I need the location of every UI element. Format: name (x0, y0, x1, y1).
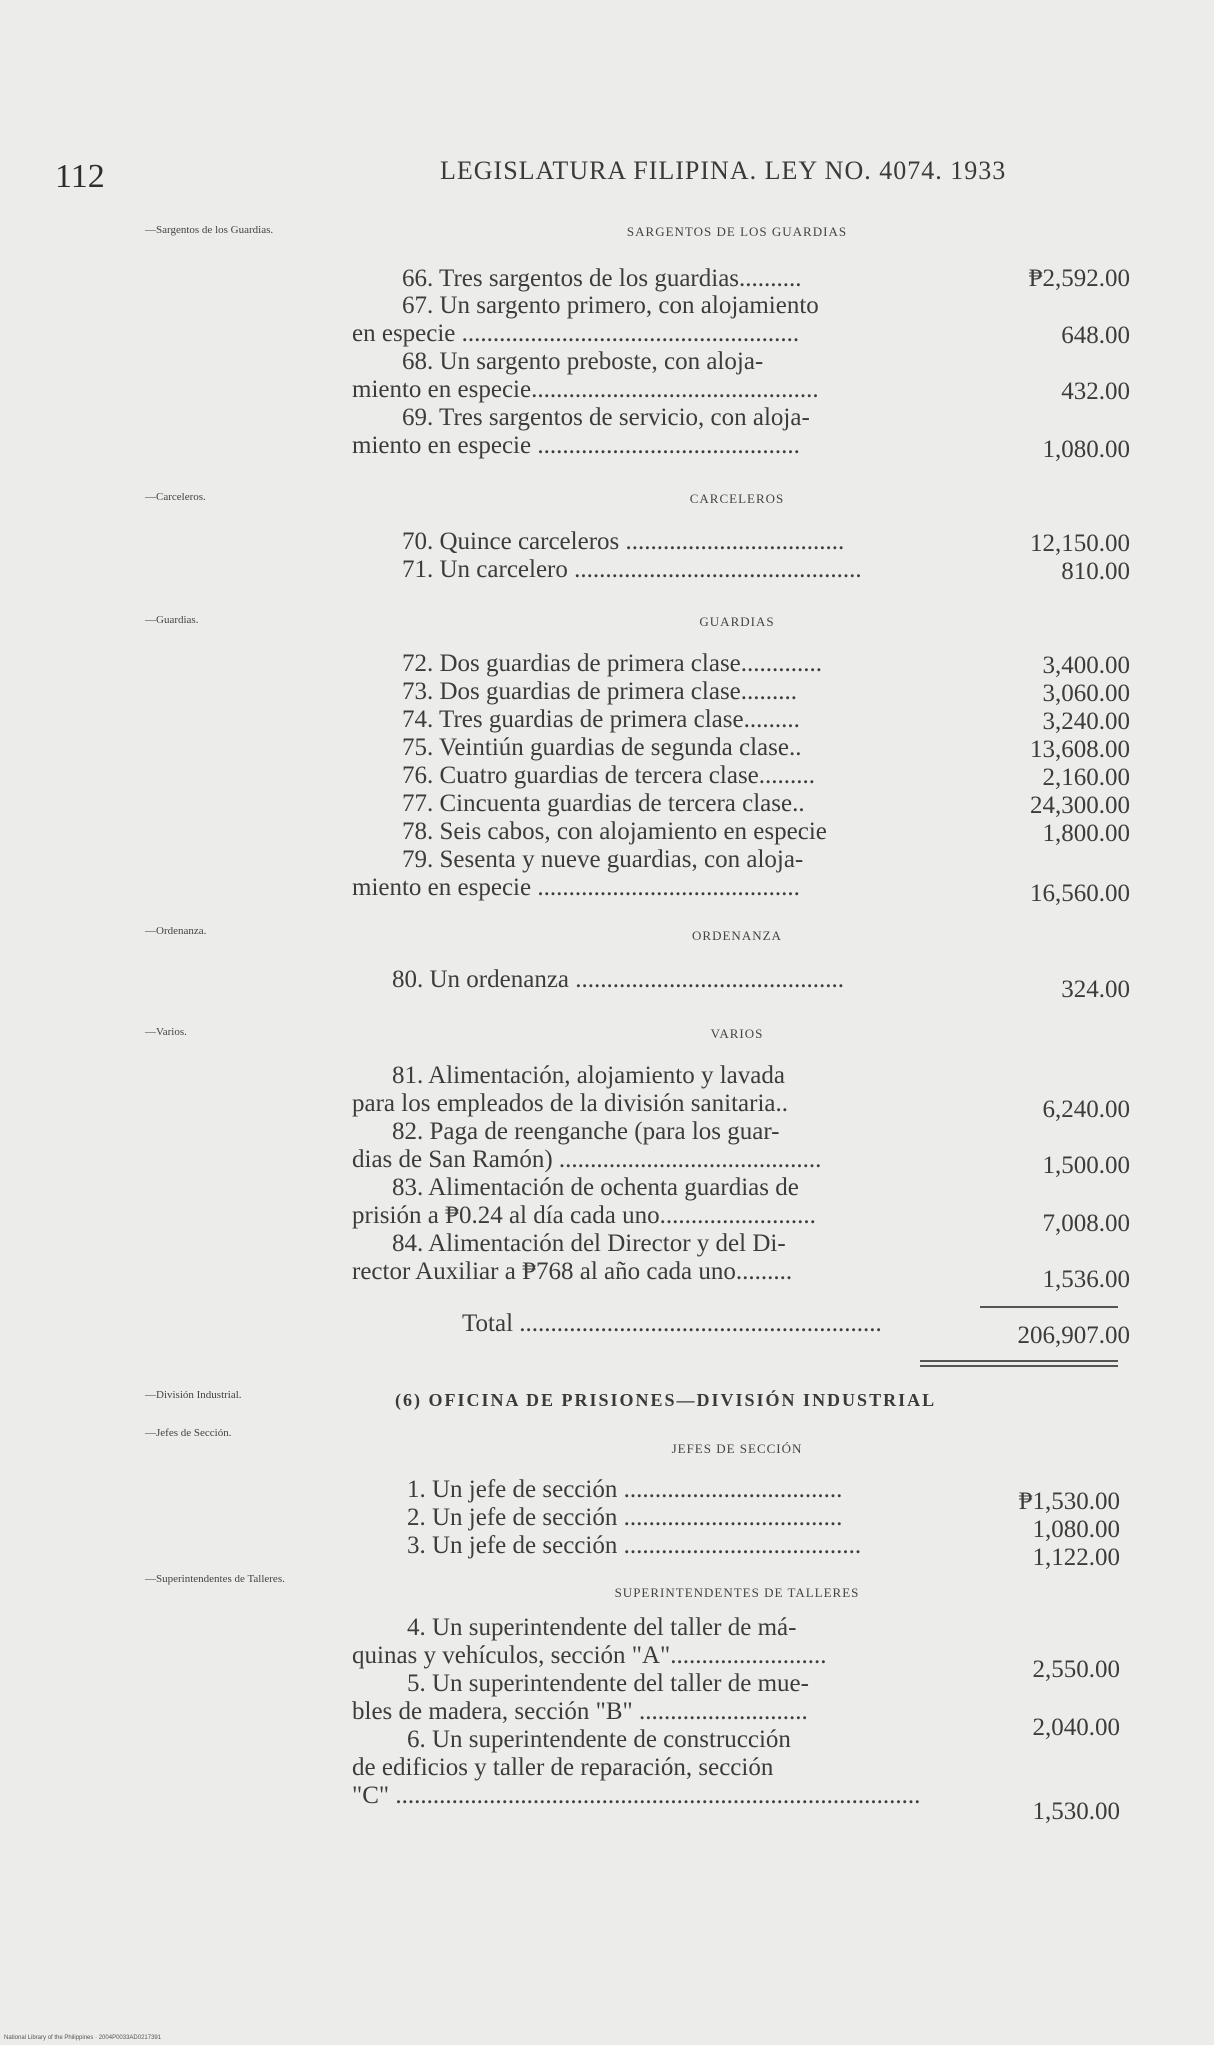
margin-note-ordenanza: —Ordenanza. (145, 925, 207, 937)
line-item-66: 66. Tres sargentos de los guardias.......... (402, 265, 802, 292)
amount-74: 3,240.00 (1042, 708, 1130, 735)
amount-80: 324.00 (1061, 976, 1130, 1003)
amount-79: 16,560.00 (1030, 880, 1130, 907)
line-item-81a: 81. Alimentación, alojamiento y lavada (392, 1062, 785, 1089)
scan-footer: National Library of the Philippines · 2004P0033AD0217391 (4, 2035, 162, 2041)
amount-total: 206,907.00 (1017, 1322, 1130, 1349)
line-item-82a: 82. Paga de reenganche (para los guar- (392, 1118, 780, 1145)
line-item-74: 74. Tres guardias de primera clase......... (402, 706, 800, 733)
line-item-s4a: 4. Un superintendente del taller de má- (407, 1614, 797, 1641)
line-item-s4b: quinas y vehículos, sección "A"......................... (352, 1642, 827, 1669)
line-item-80: 80. Un ordenanza ........................................... (392, 966, 845, 993)
line-item-s6a: 6. Un superintendente de construcción (407, 1726, 791, 1753)
amount-s4: 2,550.00 (1032, 1656, 1120, 1683)
amount-68: 432.00 (1061, 378, 1130, 405)
line-item-79b: miento en especie .......................................... (352, 874, 800, 901)
amount-83: 7,008.00 (1042, 1210, 1130, 1237)
running-header: LEGISLATURA FILIPINA. LEY NO. 4074. 1933 (440, 156, 1007, 185)
line-item-j1: 1. Un jefe de sección ................................... (407, 1476, 843, 1503)
line-item-69b: miento en especie .......................................... (352, 432, 800, 459)
amount-77: 24,300.00 (1030, 792, 1130, 819)
line-item-69a: 69. Tres sargentos de servicio, con aloja- (402, 404, 810, 431)
amount-j2: 1,080.00 (1032, 1516, 1120, 1543)
line-item-83b: prisión a ₱0.24 al día cada uno......................... (352, 1202, 816, 1229)
section-title-varios: VARIOS (710, 1026, 764, 1041)
line-item-67a: 67. Un sargento primero, con alojamiento (402, 292, 819, 319)
line-item-84b: rector Auxiliar a ₱768 al año cada uno......... (352, 1258, 793, 1285)
line-item-68a: 68. Un sargento preboste, con aloja- (402, 348, 764, 375)
line-item-s5b: bles de madera, sección "B" ........................... (352, 1698, 808, 1725)
section-title-ordenanza: ORDENANZA (692, 928, 782, 943)
amount-76: 2,160.00 (1042, 764, 1130, 791)
double-rule-top (920, 1360, 1118, 1362)
line-item-73: 73. Dos guardias de primera clase......... (402, 678, 798, 705)
amount-82: 1,500.00 (1042, 1152, 1130, 1179)
line-item-78: 78. Seis cabos, con alojamiento en especie (402, 818, 827, 845)
line-item-j2: 2. Un jefe de sección ................................... (407, 1504, 843, 1531)
amount-67: 648.00 (1061, 322, 1130, 349)
line-item-s5a: 5. Un superintendente del taller de mue- (407, 1670, 809, 1697)
line-item-76: 76. Cuatro guardias de tercera clase......... (402, 762, 816, 789)
margin-note-guardias: —Guardias. (145, 614, 199, 626)
margin-note-sargentos: —Sargentos de los Guardias. (145, 224, 274, 236)
amount-66: ₱2,592.00 (1028, 265, 1130, 292)
line-item-79a: 79. Sesenta y nueve guardias, con aloja- (402, 846, 804, 873)
margin-note-division-industrial: —División Industrial. (145, 1389, 242, 1401)
amount-72: 3,400.00 (1042, 652, 1130, 679)
amount-70: 12,150.00 (1030, 530, 1130, 557)
amount-j1: ₱1,530.00 (1018, 1488, 1120, 1515)
double-rule-bottom (920, 1365, 1118, 1367)
section-title-superintendentes: SUPERINTENDENTES DE TALLERES (614, 1585, 860, 1600)
line-item-81b: para los empleados de la división sanitaria.. (352, 1090, 788, 1117)
line-item-70: 70. Quince carceleros ................................... (402, 528, 845, 555)
section-title-sargentos: SARGENTOS DE LOS GUARDIAS (626, 224, 848, 239)
amount-69: 1,080.00 (1042, 436, 1130, 463)
line-item-s6c: "C" .................................................................................... (352, 1782, 921, 1809)
section-title-jefes: JEFES DE SECCIÓN (671, 1441, 803, 1456)
page-number: 112 (55, 158, 105, 195)
margin-note-varios: —Varios. (145, 1026, 187, 1038)
line-item-82b: dias de San Ramón) .......................................... (352, 1146, 822, 1173)
division-title: (6) OFICINA DE PRISIONES—DIVISIÓN INDUSTRIAL (395, 1390, 937, 1410)
margin-note-jefes: —Jefes de Sección. (145, 1427, 232, 1439)
amount-84: 1,536.00 (1042, 1266, 1130, 1293)
amount-75: 13,608.00 (1030, 736, 1130, 763)
amount-81: 6,240.00 (1042, 1096, 1130, 1123)
line-item-s6b: de edificios y taller de reparación, sección (352, 1754, 774, 1781)
amount-s5: 2,040.00 (1032, 1714, 1120, 1741)
line-item-72: 72. Dos guardias de primera clase............. (402, 650, 823, 677)
amount-73: 3,060.00 (1042, 680, 1130, 707)
amount-s6: 1,530.00 (1032, 1798, 1120, 1825)
amount-j3: 1,122.00 (1032, 1544, 1120, 1571)
section-title-guardias: GUARDIAS (699, 614, 775, 629)
margin-note-superintendentes: —Superintendentes de Talleres. (145, 1573, 285, 1585)
margin-note-carceleros: —Carceleros. (145, 491, 206, 503)
line-item-77: 77. Cincuenta guardias de tercera clase.. (402, 790, 805, 817)
total-rule (980, 1306, 1118, 1308)
line-item-84a: 84. Alimentación del Director y del Di- (392, 1230, 786, 1257)
total-label: Total .......................................................... (462, 1310, 882, 1337)
line-item-68b: miento en especie.............................................. (352, 376, 819, 403)
amount-78: 1,800.00 (1042, 820, 1130, 847)
line-item-75: 75. Veintiún guardias de segunda clase.. (402, 734, 802, 761)
line-item-67b: en especie ...................................................... (352, 320, 800, 347)
line-item-83a: 83. Alimentación de ochenta guardias de (392, 1174, 799, 1201)
line-item-j3: 3. Un jefe de sección ...................................... (407, 1532, 862, 1559)
amount-71: 810.00 (1061, 558, 1130, 585)
section-title-carceleros: CARCELEROS (689, 491, 785, 506)
line-item-71: 71. Un carcelero .............................................. (402, 556, 862, 583)
